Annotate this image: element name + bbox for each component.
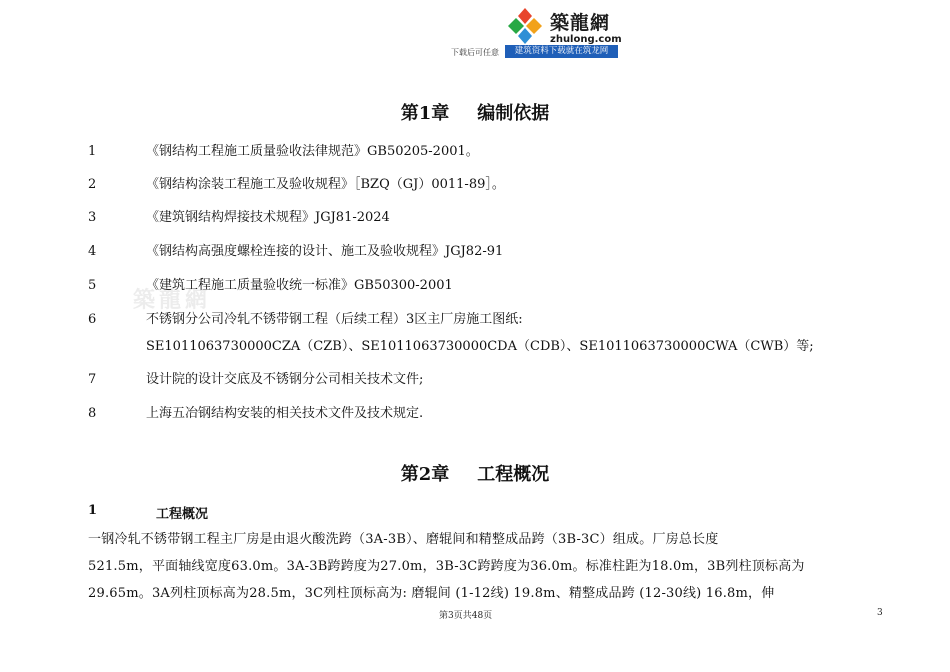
download-note: 下载后可任意 bbox=[451, 48, 499, 57]
chapter-title: 工程概况 bbox=[477, 464, 550, 485]
basis-item-continuation: SE1011063730000CZA（CZB）、SE1011063730000CDA（CDB）、SE1011063730000CWA（CWB）等; bbox=[146, 339, 814, 354]
paragraph-line: 521.5m，平面轴线宽度63.0m。3A-3B跨跨度为27.0m，3B-3C跨跨度为36.0m。标准柱距为18.0m，3B列柱顶标高为 bbox=[88, 559, 805, 574]
basis-item-number: 3 bbox=[88, 210, 97, 225]
chapter-1-heading bbox=[0, 99, 950, 125]
basis-item-text: 《钢结构高强度螺栓连接的设计、施工及验收规程》JGJ82-91 bbox=[146, 244, 504, 259]
basis-item-text: 《钢结构涂装工程施工及验收规程》［BZQ（GJ）0011-89］。 bbox=[146, 177, 505, 192]
basis-item-number: 1 bbox=[88, 144, 97, 159]
chapter-number: 第1章 bbox=[400, 103, 450, 124]
basis-item-number: 2 bbox=[88, 177, 97, 192]
basis-item-number: 8 bbox=[88, 406, 97, 421]
basis-item-text: 设计院的设计交底及不锈钢分公司相关技术文件; bbox=[146, 372, 424, 387]
basis-item-number: 5 bbox=[88, 278, 97, 293]
logo-domain-text: zhulong.com bbox=[550, 34, 622, 45]
section-title: 工程概况 bbox=[156, 507, 209, 522]
section-number: 1 bbox=[88, 503, 98, 518]
basis-item-text: 《建筑钢结构焊接技术规程》JGJ81-2024 bbox=[146, 210, 390, 225]
zhulong-logo-icon bbox=[505, 6, 545, 46]
zhulong-download-link[interactable]: 建筑资料下载就在筑龙网 bbox=[505, 45, 618, 58]
paragraph-line: 29.65m。3A列柱顶标高为28.5m，3C列柱顶标高为: 磨辊间 (1-12线) 19.8m、精整成品跨 (12-30线) 16.8m，伸 bbox=[88, 586, 775, 601]
page-info: 第3页共48页 bbox=[439, 611, 493, 621]
basis-item-text: 《建筑工程施工质量验收统一标准》GB50300-2001 bbox=[146, 278, 453, 293]
basis-item-number: 4 bbox=[88, 244, 97, 259]
basis-item-text: 不锈钢分公司冷轧不锈带钢工程（后续工程）3区主厂房施工图纸: bbox=[146, 312, 523, 327]
watermark: 築龍網 bbox=[133, 287, 212, 313]
basis-item-text: 《钢结构工程施工质量验收法律规范》GB50205-2001。 bbox=[146, 144, 479, 159]
basis-item-text: 上海五冶钢结构安装的相关技术文件及技术规定. bbox=[146, 406, 424, 421]
logo-chinese-text: 築龍網 bbox=[550, 12, 611, 34]
basis-item-number: 6 bbox=[88, 312, 97, 327]
paragraph-line: 一钢冷轧不锈带钢工程主厂房是由退火酸洗跨（3A-3B）、磨辊间和精整成品跨（3B-3C）组成。厂房总长度 bbox=[88, 532, 719, 547]
page-number: 3 bbox=[877, 608, 883, 618]
chapter-2-heading bbox=[0, 460, 950, 486]
chapter-number: 第2章 bbox=[400, 464, 450, 485]
chapter-title: 编制依据 bbox=[477, 103, 550, 124]
basis-item-number: 7 bbox=[88, 372, 97, 387]
section-heading bbox=[88, 503, 209, 522]
